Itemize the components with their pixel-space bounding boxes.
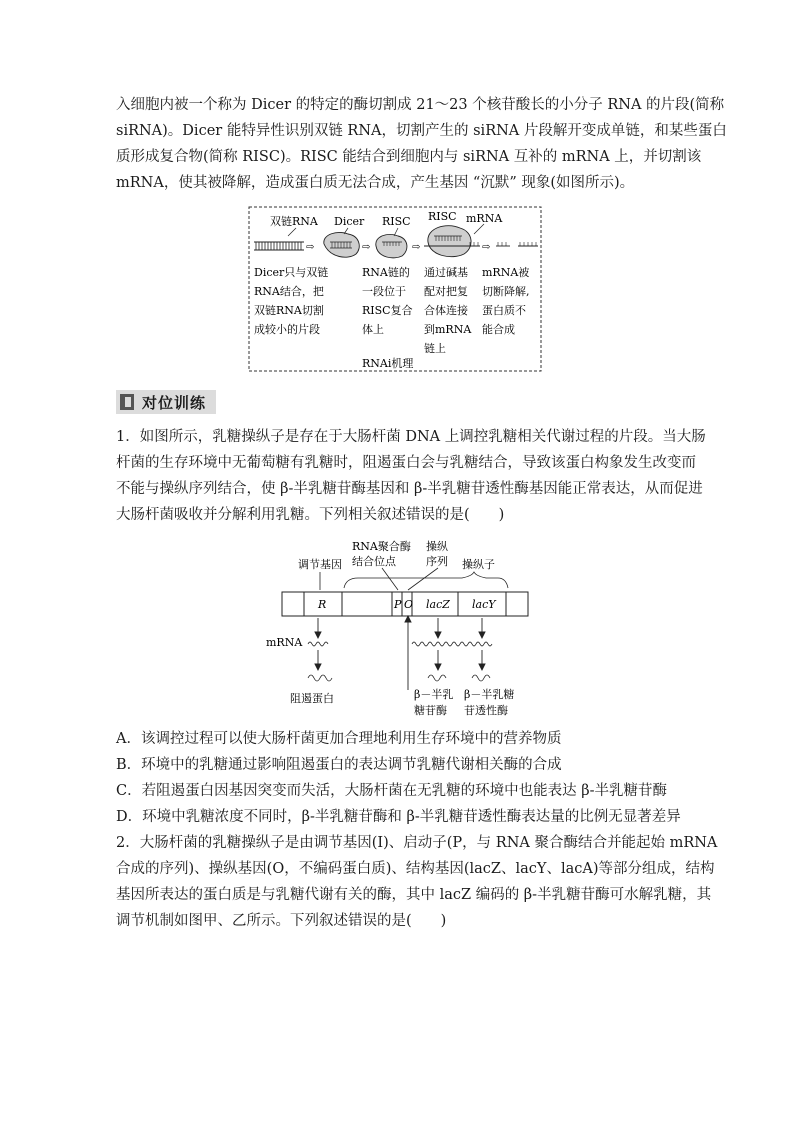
label-operator: 操纵 — [426, 540, 448, 553]
label-pointers — [320, 568, 508, 590]
enzyme-1-line: 糖苷酶 — [414, 704, 447, 717]
expression-arrows — [315, 616, 485, 690]
figure-caption: RNAi机理 — [362, 357, 414, 370]
note-4-line: 切断降解, — [482, 285, 530, 298]
book-icon — [120, 394, 134, 410]
note-3-line: 合体连接 — [424, 304, 468, 317]
note-2-line: RNA链的 — [362, 266, 410, 279]
gene-lacz: lacZ — [426, 598, 450, 611]
note-3-line: 链上 — [424, 342, 446, 355]
question-2-line: 基因所表达的蛋白质是与乳糖代谢有关的酶，其中 lacZ 编码的 β-半乳糖苷酶可水解乳糖，其 — [116, 887, 712, 903]
label-risc-2: RISC — [428, 210, 457, 223]
note-4-line: 蛋白质不 — [482, 304, 526, 317]
note-2-line: 体上 — [362, 323, 384, 336]
degraded-mrna-icon — [496, 242, 538, 246]
enzyme-2-line: β－半乳糖 — [464, 688, 515, 701]
arrow-icon: ⇨ — [362, 242, 371, 253]
dicer-enzyme-icon — [324, 228, 359, 257]
gene-lacy: lacY — [472, 598, 496, 611]
label-rnap-site-2: 结合位点 — [352, 555, 396, 568]
answer-options — [116, 726, 686, 830]
note-3-line: 到mRNA — [424, 323, 472, 336]
galactosidase-protein-icon — [428, 675, 446, 681]
intro-paragraph — [116, 92, 727, 196]
note-3-line: 通过碱基 — [424, 266, 468, 279]
note-1-line: Dicer只与双链 — [254, 266, 329, 279]
label-operon: 操纵子 — [462, 558, 495, 571]
note-4-line: 能合成 — [482, 323, 515, 336]
intro-line: 质形成复合物(简称 RISC)。RISC 能结合到细胞内与 siRNA 互补的 mRNA 上，并切割该 — [116, 149, 702, 165]
operon-mrna-icon — [412, 642, 492, 646]
gene-r: R — [318, 598, 327, 611]
repressor-label: 阻遏蛋白 — [290, 692, 334, 705]
intro-line: siRNA)。Dicer 能特异性识别双链 RNA，切割产生的 siRNA 片段解开变成单链，和某些蛋白 — [116, 123, 727, 139]
repressor-protein-icon — [308, 675, 332, 681]
note-2-line: RISC复合 — [362, 304, 413, 317]
arrow-icon: ⇨ — [306, 242, 315, 253]
question-2-line: 合成的序列)、操纵基因(O，不编码蛋白质)、结构基因(lacZ、lacY、lacA)等部分组成，结构 — [116, 861, 715, 877]
note-1-line: 成较小的片段 — [254, 323, 320, 336]
arrow-icon: ⇨ — [412, 242, 421, 253]
enzyme-1-line: β－半乳 — [414, 688, 454, 701]
repressor-mrna-icon — [308, 642, 328, 646]
gene-o: O — [404, 598, 414, 611]
risc-complex-icon — [376, 228, 407, 258]
question-1 — [116, 424, 706, 528]
label-operator-2: 序列 — [426, 555, 448, 568]
question-2 — [116, 830, 718, 934]
question-1-line: 大肠杆菌吸收并分解利用乳糖。下列相关叙述错误的是( ) — [116, 507, 505, 523]
section-header — [116, 390, 216, 414]
label-dsrna: 双链RNA — [270, 215, 318, 228]
note-3-line: 配对把复 — [424, 285, 468, 298]
dsrna-icon — [254, 228, 304, 250]
intro-line: 入细胞内被一个称为 Dicer 的特定的酶切割成 21～23 个核苷酸长的小分子 RNA 的片段(简称 — [116, 97, 725, 113]
option-d[interactable]: D．环境中乳糖浓度不同时，β-半乳糖苷酶和 β-半乳糖苷透性酶表达量的比例无显著差异 — [116, 809, 681, 825]
note-4-line: mRNA被 — [482, 266, 530, 279]
label-risc: RISC — [382, 215, 411, 228]
label-dicer: Dicer — [334, 215, 365, 228]
risc-mrna-complex-icon — [424, 224, 484, 257]
option-b[interactable]: B．环境中的乳糖通过影响阻遏蛋白的表达调节乳糖代谢相关酶的合成 — [116, 757, 562, 773]
permease-protein-icon — [472, 675, 490, 681]
intro-line: mRNA，使其被降解，造成蛋白质无法合成，产生基因 “沉默” 现象(如图所示)。 — [116, 175, 635, 191]
label-rnap-site: RNA聚合酶 — [352, 540, 411, 553]
question-1-line: 1．如图所示，乳糖操纵子是存在于大肠杆菌 DNA 上调控乳糖相关代谢过程的片段。当大肠 — [116, 429, 706, 445]
question-2-line: 调节机制如图甲、乙所示。下列叙述错误的是( ) — [116, 913, 447, 929]
note-2-line: 一段位于 — [362, 285, 406, 298]
label-mrna: mRNA — [466, 212, 503, 225]
enzyme-2-line: 苷透性酶 — [464, 704, 508, 717]
question-2-line: 2．大肠杆菌的乳糖操纵子是由调节基因(I)、启动子(P，与 RNA 聚合酶结合并能起始 mRNA — [116, 835, 718, 851]
rnai-mechanism-figure — [248, 206, 542, 372]
option-c[interactable]: C．若阻遏蛋白因基因突变而失活，大肠杆菌在无乳糖的环境中也能表达 β-半乳糖苷酶 — [116, 783, 667, 799]
gene-p: P — [394, 598, 402, 611]
label-regulatory-gene: 调节基因 — [298, 558, 342, 571]
arrow-icon: ⇨ — [482, 242, 491, 253]
section-title: 对位训练 — [142, 394, 207, 412]
rnai-notes — [254, 265, 530, 355]
lac-operon-figure — [262, 538, 532, 718]
mrna-label: mRNA — [266, 636, 303, 649]
question-1-line: 杆菌的生存环境中无葡萄糖有乳糖时，阻遏蛋白会与乳糖结合，导致该蛋白构象发生改变而 — [116, 455, 696, 471]
note-1-line: RNA结合，把 — [254, 285, 324, 298]
note-1-line: 双链RNA切割 — [254, 304, 324, 317]
option-a[interactable]: A．该调控过程可以使大肠杆菌更加合理地利用生存环境中的营养物质 — [116, 731, 562, 747]
question-1-line: 不能与操纵序列结合，使 β-半乳糖苷酶基因和 β-半乳糖苷透性酶基因能正常表达，从而促进 — [116, 481, 703, 497]
